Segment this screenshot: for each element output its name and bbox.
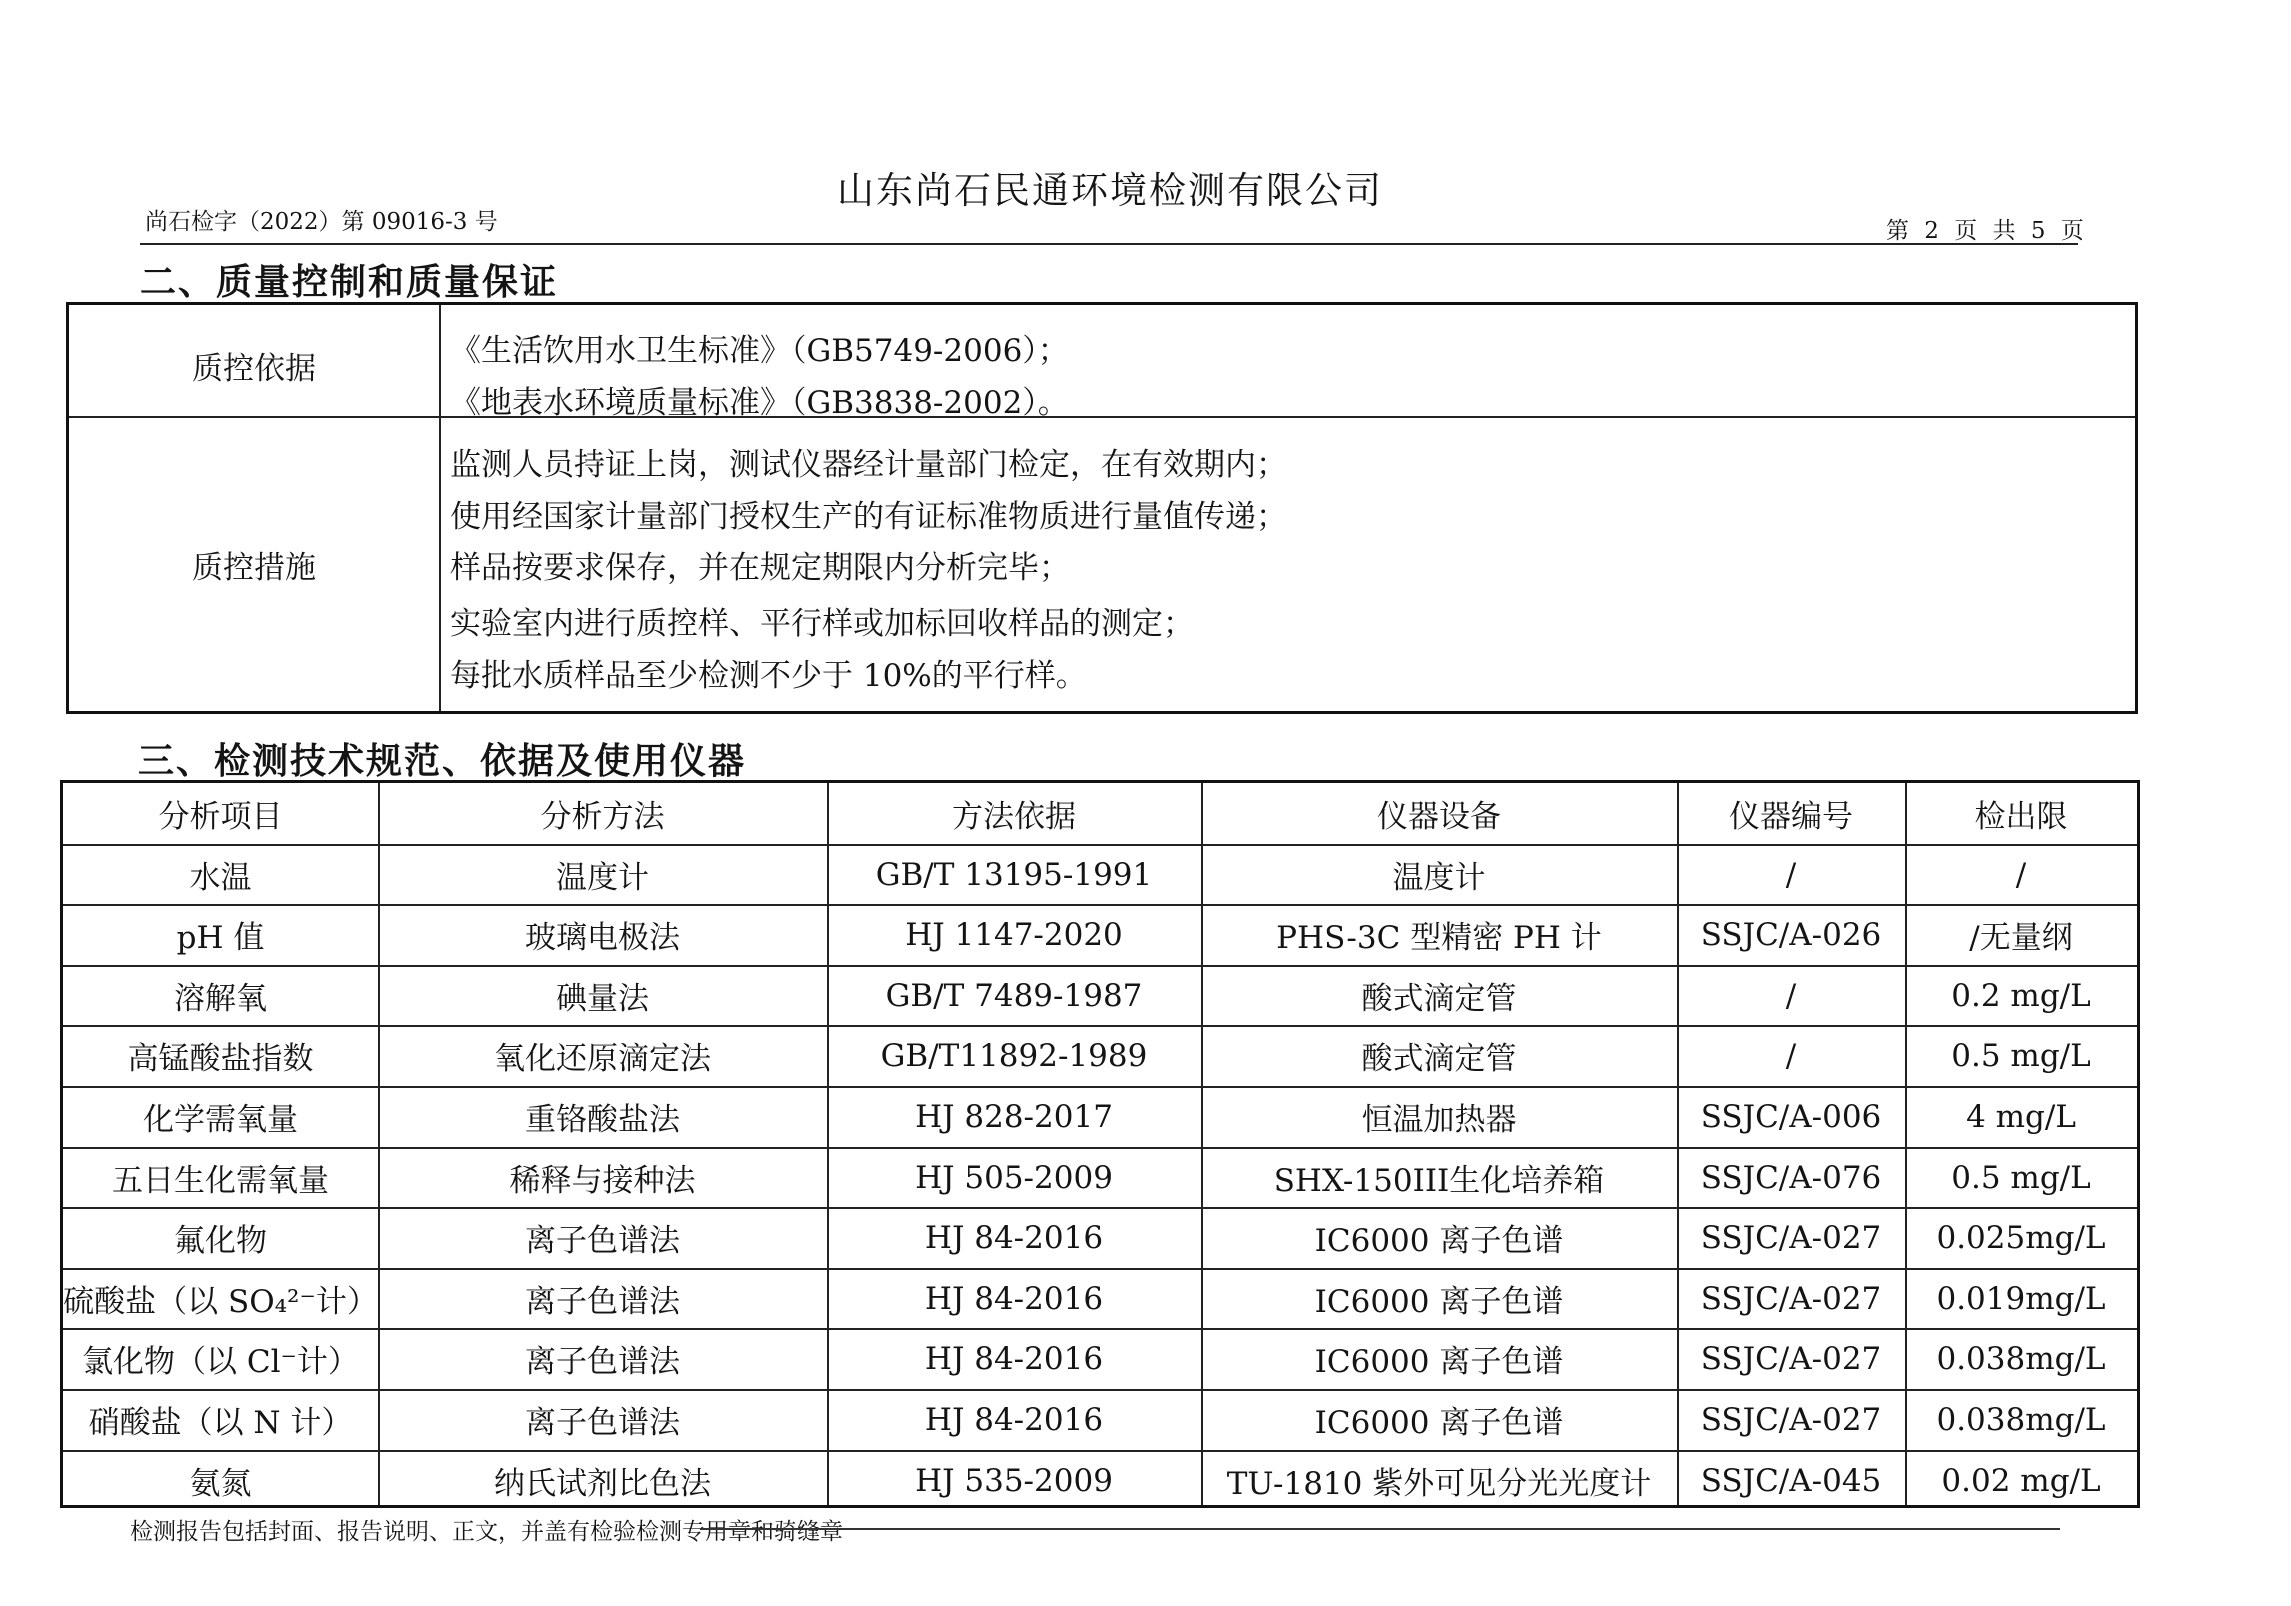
- cell-method-basis: HJ 1147-2020: [905, 916, 1123, 953]
- cell-instrument-id: SSJC/A-076: [1700, 1159, 1882, 1196]
- cell-instrument-id: /: [1785, 977, 1797, 1014]
- cell-analysis-method: 稀释与接种法: [509, 1163, 696, 1199]
- report-number: 尚石检字（2022）第 09016-3 号: [145, 209, 498, 235]
- cell-analysis-method: 纳氏试剂比色法: [494, 1466, 711, 1502]
- column-header-analysis-item: 分析项目: [158, 799, 283, 835]
- cell-method-basis: HJ 84-2016: [924, 1340, 1104, 1377]
- cell-analysis-method: 氧化还原滴定法: [494, 1041, 711, 1077]
- cell-instrument: IC6000 离子色谱: [1314, 1344, 1564, 1380]
- cell-instrument: 酸式滴定管: [1361, 1041, 1517, 1077]
- cell-analysis-method: 碘量法: [556, 981, 649, 1017]
- cell-method-basis: HJ 84-2016: [924, 1219, 1104, 1256]
- cell-method-basis: HJ 505-2009: [915, 1159, 1113, 1196]
- footer-divider: [700, 1528, 2060, 1530]
- page-indicator: 第 2 页 共 5 页: [1886, 218, 2088, 244]
- cell-detection-limit: /: [2015, 856, 2027, 893]
- qc-basis-line: 《地表水环境质量标准》（GB3838-2002）。: [450, 385, 1069, 421]
- cell-instrument: IC6000 离子色谱: [1314, 1284, 1564, 1320]
- qc-column-divider: [439, 305, 441, 711]
- cell-analysis-item: 五日生化需氧量: [112, 1163, 329, 1199]
- footer-note: 检测报告包括封面、报告说明、正文，并盖有检验检测专用章和骑缝章: [130, 1519, 843, 1545]
- cell-instrument: TU-1810 紫外可见分光光度计: [1226, 1466, 1652, 1502]
- cell-analysis-method: 温度计: [556, 860, 649, 896]
- cell-analysis-method: 重铬酸盐法: [525, 1102, 680, 1138]
- cell-method-basis: HJ 828-2017: [915, 1098, 1113, 1135]
- cell-detection-limit: 0.038mg/L: [1936, 1401, 2106, 1438]
- cell-analysis-method: 玻璃电极法: [525, 920, 680, 956]
- column-header-instrument-id: 仪器编号: [1729, 799, 1853, 835]
- cell-method-basis: HJ 84-2016: [924, 1401, 1104, 1438]
- qc-measure-line: 样品按要求保存，并在规定期限内分析完毕；: [450, 550, 1070, 586]
- cell-analysis-item: 溶解氧: [174, 981, 267, 1017]
- cell-analysis-item: 硝酸盐（以 N 计）: [88, 1405, 353, 1441]
- qc-measure-line: 使用经国家计量部门授权生产的有证标准物质进行量值传递；: [450, 499, 1287, 535]
- cell-detection-limit: 0.038mg/L: [1936, 1340, 2106, 1377]
- cell-detection-limit: 0.025mg/L: [1936, 1219, 2106, 1256]
- company-name: 山东尚石民通环境检测有限公司: [837, 169, 1383, 212]
- qc-label-measures: 质控措施: [192, 550, 316, 586]
- cell-method-basis: HJ 535-2009: [915, 1462, 1113, 1499]
- cell-instrument: 温度计: [1392, 860, 1486, 896]
- cell-analysis-item: 高锰酸盐指数: [127, 1041, 314, 1077]
- cell-instrument-id: SSJC/A-006: [1700, 1098, 1882, 1135]
- cell-analysis-item: 氯化物（以 Cl⁻计）: [82, 1344, 359, 1380]
- cell-instrument: 恒温加热器: [1361, 1102, 1517, 1138]
- cell-method-basis: HJ 84-2016: [924, 1280, 1104, 1317]
- qc-measure-line: 监测人员持证上岗，测试仪器经计量部门检定，在有效期内；: [450, 447, 1287, 483]
- cell-detection-limit: 0.5 mg/L: [1951, 1037, 2091, 1074]
- method-table: [60, 780, 2140, 1508]
- cell-instrument-id: SSJC/A-027: [1700, 1280, 1882, 1317]
- cell-instrument: PHS-3C 型精密 PH 计: [1276, 920, 1602, 956]
- column-header-detection-limit: 检出限: [1974, 799, 2068, 835]
- cell-instrument-id: SSJC/A-027: [1700, 1401, 1882, 1438]
- cell-instrument: IC6000 离子色谱: [1314, 1223, 1564, 1259]
- cell-instrument-id: SSJC/A-045: [1700, 1462, 1882, 1499]
- cell-detection-limit: 4 mg/L: [1966, 1098, 2076, 1135]
- cell-detection-limit: 0.5 mg/L: [1951, 1159, 2091, 1196]
- qc-label-basis: 质控依据: [192, 351, 316, 387]
- quality-control-table: [66, 302, 2138, 714]
- cell-analysis-method: 离子色谱法: [525, 1223, 680, 1259]
- cell-method-basis: GB/T 7489-1987: [885, 977, 1143, 1014]
- cell-detection-limit: /无量纲: [1969, 920, 2073, 956]
- column-header-analysis-method: 分析方法: [540, 799, 665, 835]
- cell-analysis-item: 水温: [189, 860, 252, 896]
- header-divider: [140, 243, 2078, 245]
- cell-analysis-method: 离子色谱法: [525, 1405, 680, 1441]
- cell-detection-limit: 0.2 mg/L: [1951, 977, 2091, 1014]
- qc-row-divider: [69, 416, 2135, 418]
- cell-detection-limit: 0.019mg/L: [1936, 1280, 2106, 1317]
- cell-analysis-item: 氨氮: [189, 1466, 252, 1502]
- cell-analysis-item: 化学需氧量: [143, 1102, 298, 1138]
- qc-basis-line: 《生活饮用水卫生标准》（GB5749-2006）；: [450, 333, 1069, 369]
- cell-analysis-item: 硫酸盐（以 SO₄²⁻计）: [63, 1284, 378, 1320]
- column-header-method-basis: 方法依据: [952, 799, 1076, 835]
- cell-instrument: 酸式滴定管: [1361, 981, 1517, 1017]
- section-2-title: 二、质量控制和质量保证: [140, 261, 559, 303]
- section-3-title: 三、检测技术规范、依据及使用仪器: [138, 740, 747, 782]
- cell-detection-limit: 0.02 mg/L: [1941, 1462, 2101, 1499]
- cell-method-basis: GB/T11892-1989: [880, 1037, 1148, 1074]
- cell-instrument-id: SSJC/A-027: [1700, 1219, 1882, 1256]
- cell-analysis-item: pH 值: [176, 920, 265, 956]
- cell-analysis-method: 离子色谱法: [525, 1284, 680, 1320]
- qc-measure-line: 每批水质样品至少检测不少于 10%的平行样。: [450, 658, 1087, 694]
- cell-analysis-item: 氟化物: [174, 1223, 267, 1259]
- cell-instrument: SHX-150III生化培养箱: [1273, 1163, 1605, 1199]
- cell-instrument-id: /: [1785, 856, 1797, 893]
- cell-instrument-id: SSJC/A-026: [1700, 916, 1882, 953]
- cell-instrument: IC6000 离子色谱: [1314, 1405, 1564, 1441]
- cell-instrument-id: SSJC/A-027: [1700, 1340, 1882, 1377]
- cell-instrument-id: /: [1785, 1037, 1797, 1074]
- cell-method-basis: GB/T 13195-1991: [875, 856, 1153, 893]
- column-header-instrument: 仪器设备: [1377, 799, 1501, 835]
- cell-analysis-method: 离子色谱法: [525, 1344, 680, 1380]
- qc-measure-line: 实验室内进行质控样、平行样或加标回收样品的测定；: [450, 606, 1194, 642]
